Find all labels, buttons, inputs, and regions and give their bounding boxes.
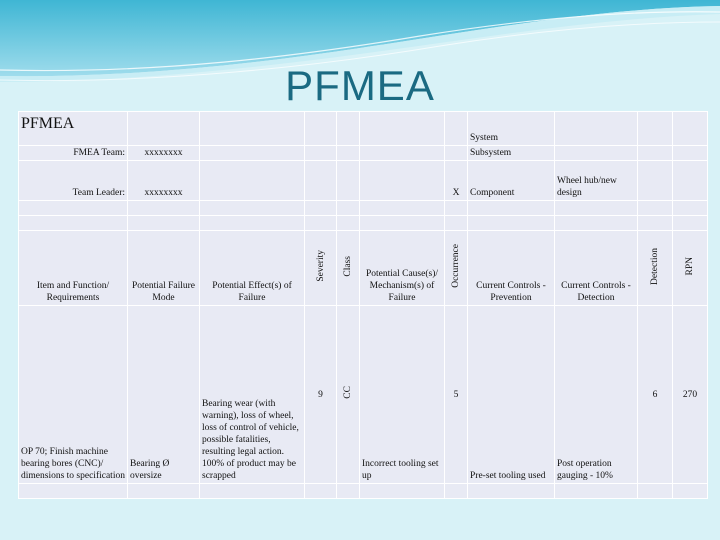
- col-failure-mode: Potential Failure Mode: [128, 231, 200, 306]
- col-prevention: Current Controls - Prevention: [468, 231, 555, 306]
- fmea-team-label: FMEA Team:: [19, 146, 128, 161]
- col-rpn: RPN: [685, 256, 695, 276]
- component-label: Component: [468, 161, 555, 201]
- col-causes: Potential Cause(s)/ Mechanism(s) of Failure: [360, 231, 445, 306]
- cell-causes: Incorrect tooling set up: [360, 306, 445, 484]
- column-header-row: [19, 231, 708, 306]
- table-row: [19, 146, 708, 161]
- col-failure-effects: Potential Effect(s) of Failure: [200, 231, 305, 306]
- cell-detection: 6: [638, 306, 673, 484]
- col-detection-controls: Current Controls - Detection: [555, 231, 638, 306]
- cell-rpn: 270: [673, 306, 708, 484]
- col-detection: Detection: [650, 247, 660, 285]
- cell-failure-mode: Bearing Ø oversize: [128, 306, 200, 484]
- cell-prevention: Pre-set tooling used: [468, 306, 555, 484]
- col-occurrence: Occurrence: [451, 244, 461, 288]
- table-row: [19, 306, 708, 484]
- table-row: [19, 216, 708, 231]
- system-label: System: [468, 112, 555, 146]
- fmea-team-value: xxxxxxxx: [128, 146, 200, 161]
- table-row: [19, 484, 708, 499]
- slide-title: PFMEA: [285, 62, 435, 109]
- cell-item-function: OP 70; Finish machine bearing bores (CNC)/ dimensions to specification: [19, 306, 128, 484]
- table-row: [19, 201, 708, 216]
- col-class: Class: [343, 255, 353, 277]
- cell-failure-effects: Bearing wear (with warning), loss of wheel, loss of control of vehicle, possible fatalities, resulting legal action. 100% of product may be scrapped: [200, 306, 305, 484]
- subsystem-label: Subsystem: [468, 146, 555, 161]
- component-value: Wheel hub/new design: [555, 161, 638, 201]
- cell-severity: 9: [305, 306, 337, 484]
- form-title: PFMEA: [19, 112, 128, 146]
- cell-detection-controls: Post operation gauging - 10%: [555, 306, 638, 484]
- cell-class: CC: [343, 386, 353, 399]
- cell-occurrence: 5: [445, 306, 468, 484]
- pfmea-table: [18, 111, 708, 499]
- table-row: [19, 161, 708, 201]
- table-row: [19, 112, 708, 146]
- team-leader-label: Team Leader:: [19, 161, 128, 201]
- team-leader-value: xxxxxxxx: [128, 161, 200, 201]
- col-item-function: Item and Function/ Requirements: [19, 231, 128, 306]
- col-severity: Severity: [315, 250, 326, 282]
- component-mark: X: [445, 161, 468, 201]
